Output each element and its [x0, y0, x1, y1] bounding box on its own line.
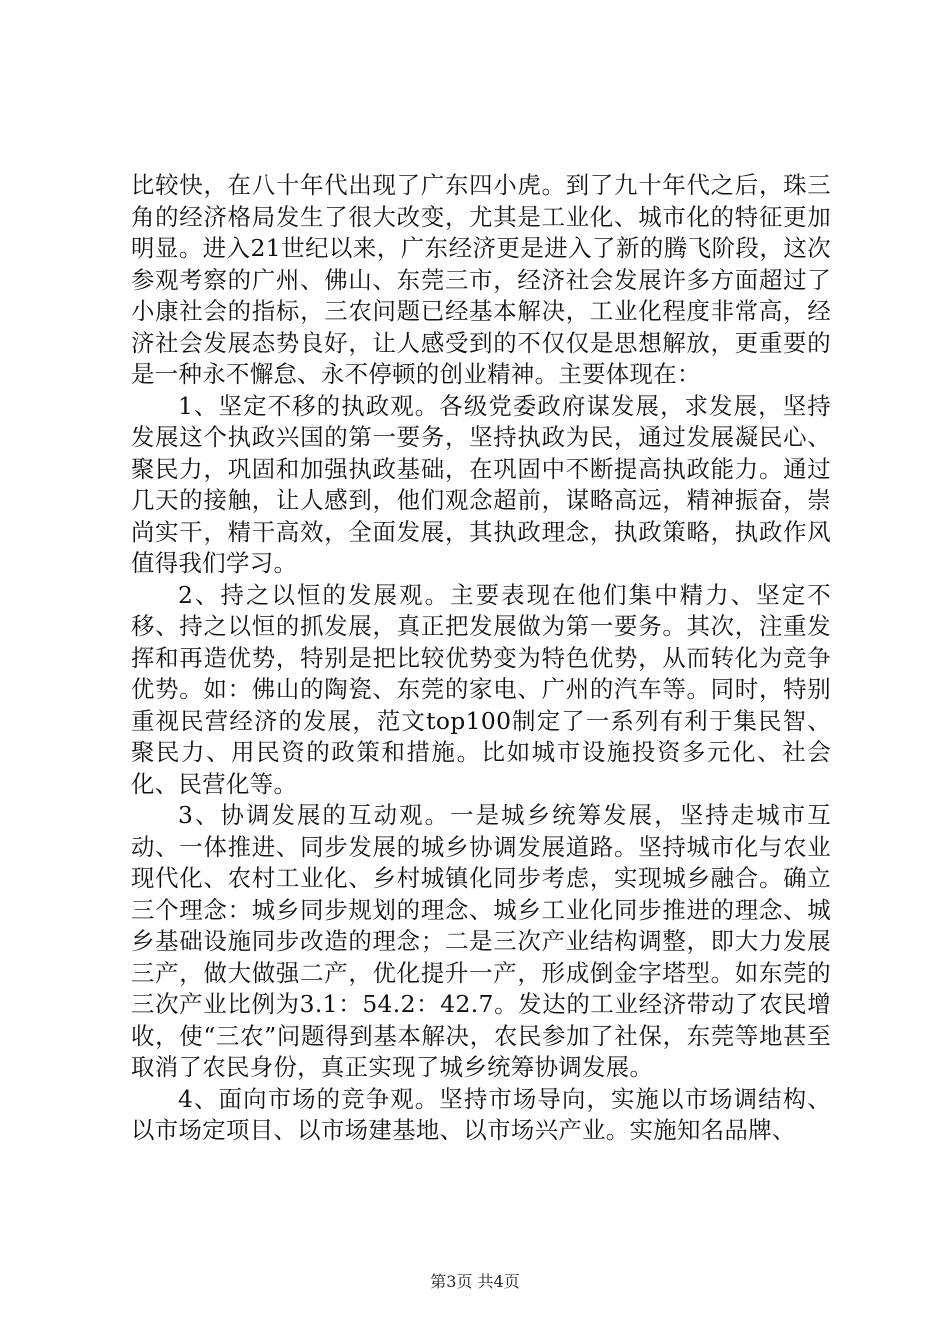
- page-number-footer: 第3页 共4页: [430, 1272, 520, 1291]
- paragraph-point-4: 4、面向市场的竞争观。坚持市场导向，实施以市场调结构、以市场定项目、以市场建基地、以市场兴产业。实施知名品牌、: [131, 1084, 831, 1144]
- document-body: [131, 170, 831, 1147]
- paragraph-point-1: 1、坚定不移的执政观。各级党委政府谋发展，求发展，坚持发展这个执政兴国的第一要务，坚持执政为民，通过发展凝民心、聚民力，巩固和加强执政基础，在巩固中不断提高执政能力。通过几天的接触，让人感到，他们观念超前，谋略高远，精神振奋，崇尚实干，精干高效，全面发展，其执政理念，执政策略，执政作风值得我们学习。: [131, 391, 831, 577]
- paragraph-point-2: 2、持之以恒的发展观。主要表现在他们集中精力、坚定不移、持之以恒的抓发展，真正把发展做为第一要务。其次，注重发挥和再造优势，特别是把比较优势变为特色优势，从而转化为竞争优势。如：佛山的陶瓷、东莞的家电、广州的汽车等。同时，特别重视民营经济的发展，范文top100制定了一系列有利于集民智、聚民力、用民资的政策和措施。比如城市设施投资多元化、社会化、民营化等。: [131, 580, 831, 798]
- paragraph-point-3: 3、协调发展的互动观。一是城乡统筹发展，坚持走城市互动、一体推进、同步发展的城乡协调发展道路。坚持城市化与农业现代化、农村工业化、乡村城镇化同步考虑，实现城乡融合。确立三个理念：城乡同步规划的理念、城乡工业化同步推进的理念、城乡基础设施同步改造的理念；二是三次产业结构调整，即大力发展三产，做大做强二产，优化提升一产，形成倒金字塔型。如东莞的三次产业比例为3.1：54.2：42.7。发达的工业经济带动了农民增收，使“三农”问题得到基本解决，农民参加了社保，东莞等地甚至取消了农民身份，真正实现了城乡统筹协调发展。: [131, 801, 831, 1081]
- paragraph-intro: 比较快，在八十年代出现了广东四小虎。到了九十年代之后，珠三角的经济格局发生了很大改变，尤其是工业化、城市化的特征更加明显。进入21世纪以来，广东经济更是进入了新的腾飞阶段，这次参观考察的广州、佛山、东莞三市，经济社会发展许多方面超过了小康社会的指标，三农问题已经基本解决，工业化程度非常高，经济社会发展态势良好，让人感受到的不仅仅是思想解放，更重要的是一种永不懈怠、永不停顿的创业精神。主要体现在：: [131, 171, 831, 388]
